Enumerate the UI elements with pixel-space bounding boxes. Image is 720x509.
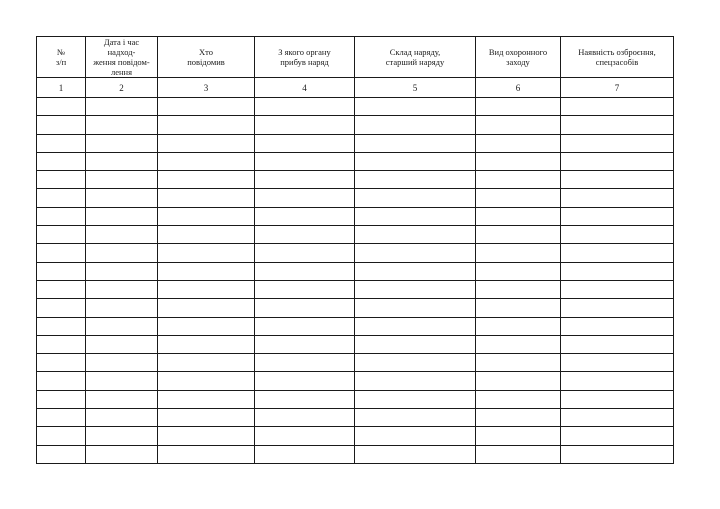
column-number: 2 (86, 78, 158, 98)
table-cell (355, 409, 476, 427)
table-cell (476, 335, 561, 353)
table-cell (37, 226, 86, 244)
table-cell (255, 317, 355, 335)
table-cell (158, 189, 255, 207)
table-cell (355, 390, 476, 408)
table-cell (37, 116, 86, 134)
table-cell (355, 116, 476, 134)
column-number: 7 (561, 78, 674, 98)
table-cell (158, 409, 255, 427)
table-cell (86, 427, 158, 445)
table-cell (561, 299, 674, 317)
table-cell (255, 152, 355, 170)
table-cell (561, 134, 674, 152)
table-cell (86, 445, 158, 463)
table-cell (561, 207, 674, 225)
table-row (37, 317, 674, 335)
table-cell (561, 354, 674, 372)
table-cell (476, 244, 561, 262)
table-cell (158, 207, 255, 225)
table-cell (37, 98, 86, 116)
table-cell (86, 134, 158, 152)
table-cell (255, 189, 355, 207)
table-cell (255, 226, 355, 244)
table-cell (355, 427, 476, 445)
table-cell (355, 134, 476, 152)
table-cell (37, 335, 86, 353)
table-row (37, 226, 674, 244)
table-cell (355, 189, 476, 207)
table-cell (355, 445, 476, 463)
table-cell (561, 372, 674, 390)
table-cell (158, 372, 255, 390)
table-cell (37, 317, 86, 335)
table-cell (561, 262, 674, 280)
table-cell (86, 335, 158, 353)
table-row (37, 116, 674, 134)
column-number: 5 (355, 78, 476, 98)
table-row (37, 98, 674, 116)
header-number: № з/п (37, 37, 86, 78)
header-row (37, 37, 674, 78)
table-cell (561, 390, 674, 408)
table-cell (37, 262, 86, 280)
table-cell (476, 98, 561, 116)
table-cell (255, 354, 355, 372)
table-cell (86, 299, 158, 317)
table-cell (561, 280, 674, 298)
table-cell (255, 427, 355, 445)
table-cell (561, 189, 674, 207)
table-row (37, 152, 674, 170)
table-cell (355, 244, 476, 262)
table-cell (355, 171, 476, 189)
table-cell (561, 116, 674, 134)
table-cell (86, 171, 158, 189)
table-cell (158, 262, 255, 280)
table-row (37, 299, 674, 317)
table-row (37, 262, 674, 280)
table-row (37, 427, 674, 445)
table-cell (158, 390, 255, 408)
table-cell (86, 317, 158, 335)
table-cell (255, 409, 355, 427)
table-cell (476, 372, 561, 390)
table-cell (355, 280, 476, 298)
table-cell (37, 244, 86, 262)
table-cell (158, 134, 255, 152)
table-cell (355, 262, 476, 280)
table-cell (158, 317, 255, 335)
column-number: 4 (255, 78, 355, 98)
table-cell (86, 98, 158, 116)
table-cell (255, 262, 355, 280)
table-cell (476, 171, 561, 189)
table-cell (158, 244, 255, 262)
table-cell (37, 445, 86, 463)
table-cell (255, 116, 355, 134)
header-reported-by: Хто повідомив (158, 37, 255, 78)
column-number: 1 (37, 78, 86, 98)
table-cell (37, 134, 86, 152)
table-row (37, 335, 674, 353)
header-source-agency: З якого органу прибув наряд (255, 37, 355, 78)
table-cell (86, 354, 158, 372)
table-row (37, 244, 674, 262)
table-cell (86, 390, 158, 408)
table-cell (86, 226, 158, 244)
table-cell (561, 171, 674, 189)
header-squad-composition: Склад наряду, старший наряду (355, 37, 476, 78)
table-cell (476, 299, 561, 317)
table-cell (476, 354, 561, 372)
table-cell (476, 427, 561, 445)
table-cell (158, 116, 255, 134)
table-cell (255, 335, 355, 353)
table-cell (158, 152, 255, 170)
table-row (37, 445, 674, 463)
table-cell (158, 280, 255, 298)
header-guard-measure: Вид охоронного заходу (476, 37, 561, 78)
table-cell (86, 262, 158, 280)
table-cell (158, 427, 255, 445)
table-cell (476, 390, 561, 408)
table-cell (37, 427, 86, 445)
table-cell (476, 280, 561, 298)
table-cell (86, 152, 158, 170)
column-number: 6 (476, 78, 561, 98)
table-cell (158, 226, 255, 244)
column-number: 3 (158, 78, 255, 98)
table-cell (355, 299, 476, 317)
table-cell (476, 317, 561, 335)
table-row (37, 372, 674, 390)
header-weapons: Наявність озброєння, спецзасобів (561, 37, 674, 78)
table-cell (37, 372, 86, 390)
table-cell (37, 152, 86, 170)
table-cell (86, 189, 158, 207)
table-cell (476, 152, 561, 170)
table-cell (355, 226, 476, 244)
table-cell (355, 335, 476, 353)
table-cell (476, 226, 561, 244)
table-cell (561, 317, 674, 335)
table-body (37, 98, 674, 464)
table-cell (355, 354, 476, 372)
table-row (37, 354, 674, 372)
table-cell (355, 152, 476, 170)
header-date-time: Дата і час надход- ження повідом- лення (86, 37, 158, 78)
table-cell (86, 116, 158, 134)
table-cell (255, 390, 355, 408)
table-cell (476, 116, 561, 134)
table-row (37, 171, 674, 189)
column-number-row (37, 78, 674, 98)
table-cell (37, 171, 86, 189)
table-cell (255, 134, 355, 152)
table-cell (255, 445, 355, 463)
table-row (37, 409, 674, 427)
table-cell (158, 299, 255, 317)
table-row (37, 189, 674, 207)
table-cell (561, 98, 674, 116)
table-cell (86, 207, 158, 225)
table-cell (355, 317, 476, 335)
journal-table (36, 36, 674, 464)
table-cell (37, 354, 86, 372)
table-cell (476, 262, 561, 280)
table-cell (476, 189, 561, 207)
table-cell (86, 372, 158, 390)
table-cell (561, 445, 674, 463)
table-cell (561, 335, 674, 353)
table-cell (255, 372, 355, 390)
table-cell (355, 98, 476, 116)
table-cell (561, 244, 674, 262)
table-cell (255, 244, 355, 262)
table-cell (158, 98, 255, 116)
table-row (37, 390, 674, 408)
table-cell (561, 427, 674, 445)
table-cell (37, 409, 86, 427)
table-cell (476, 134, 561, 152)
table-cell (37, 189, 86, 207)
table-cell (561, 152, 674, 170)
table-cell (158, 335, 255, 353)
table-cell (255, 299, 355, 317)
table-cell (476, 409, 561, 427)
table-cell (158, 171, 255, 189)
table-cell (37, 299, 86, 317)
table-row (37, 207, 674, 225)
table-cell (37, 280, 86, 298)
table-row (37, 134, 674, 152)
table-cell (86, 244, 158, 262)
table-cell (37, 390, 86, 408)
table-cell (476, 445, 561, 463)
table-cell (476, 207, 561, 225)
table-cell (255, 171, 355, 189)
table-cell (561, 226, 674, 244)
table-cell (355, 207, 476, 225)
table-cell (37, 207, 86, 225)
table-cell (86, 409, 158, 427)
table-row (37, 280, 674, 298)
table-cell (355, 372, 476, 390)
table-cell (158, 354, 255, 372)
table-cell (158, 445, 255, 463)
table-cell (255, 98, 355, 116)
table-cell (255, 280, 355, 298)
table-cell (561, 409, 674, 427)
table-cell (255, 207, 355, 225)
table-cell (86, 280, 158, 298)
